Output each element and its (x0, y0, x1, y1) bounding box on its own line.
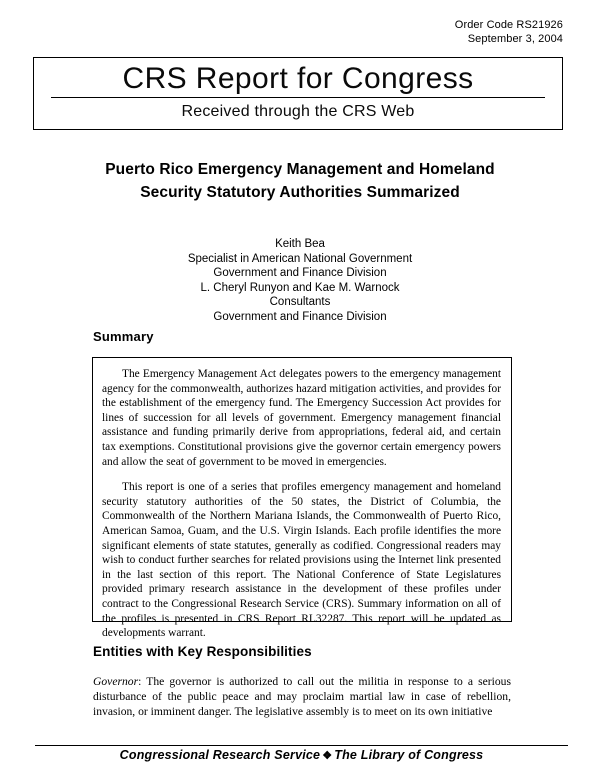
entity-term-governor: Governor (93, 675, 139, 688)
banner-subtitle: Received through the CRS Web (181, 103, 415, 120)
summary-paragraph: This report is one of a series that profiles emergency management and homeland security statutory authorities of the 50 states, the District of Columbia, the Commonwealth of the Northern Mariana Islands, the Commonwealth of Puerto Rico, American Samoa, Guam, and the U.S. Virgin Islands. Each profile identifies the more significant elements of state statutes, generally as codified. Congressional readers may wish to conduct further searches for related provisions using the Internet link presented in the last section of this report. The National Conference of State Legislatures provided primary research assistance in the development of these profiles under contract to the Congressional Research Service (CRS). Summary information on all of the profiles is presented in CRS Report RL32287. This report will be updated as developments warrant. (102, 481, 501, 640)
entities-paragraph (93, 674, 511, 720)
author-line: Keith Bea (275, 238, 325, 250)
entity-body-text: The governor is authorized to call out the militia in response to a serious disturbance of the public peace and may proclaim martial law in case of rebellion, invasion, or imminent danger. The legislative assembly is to meet on its own initiative (93, 675, 511, 719)
footer-left-text: Congressional Research Service (119, 748, 321, 762)
diamond-icon: ❖ (322, 750, 333, 762)
footer (35, 748, 568, 762)
author-line: Government and Finance Division (213, 267, 387, 280)
author-line: Government and Finance Division (213, 310, 387, 323)
footer-divider (35, 745, 568, 746)
order-code: Order Code RS21926 (454, 19, 563, 31)
author-line: L. Cheryl Runyon and Kae M. Warnock (200, 281, 400, 294)
footer-right-text: The Library of Congress (334, 748, 484, 762)
report-date: September 3, 2004 (467, 33, 563, 45)
author-line: Consultants (269, 296, 331, 309)
page-title: Puerto Rico Emergency Management and Homeland Security Statutory Authorities Summarized (105, 161, 495, 201)
banner-title: CRS Report for Congress (122, 62, 474, 95)
summary-heading: Summary (93, 329, 154, 344)
summary-box (92, 357, 512, 640)
entity-term-separator: : (138, 675, 142, 688)
section-heading-entities: Entities with Key Responsibilities (93, 644, 312, 659)
crs-banner (33, 57, 563, 130)
author-block (100, 237, 500, 325)
banner-divider (51, 97, 545, 98)
summary-paragraph: The Emergency Management Act delegates powers to the emergency management agency for the commonwealth, authorizes hazard mitigation activities, and provides for the establishment of the emergency fund. The Emergency Succession Act provides for lines of succession for all levels of government. Emergency management financial assistance and funding primarily derive from appropriations, federal aid, and certain tax exemptions. Constitutional provisions give the governor certain emergency powers and allow the seat of government to be moved in emergencies. (102, 368, 501, 468)
order-code-block (455, 18, 563, 46)
author-line: Specialist in American National Government (187, 252, 413, 265)
